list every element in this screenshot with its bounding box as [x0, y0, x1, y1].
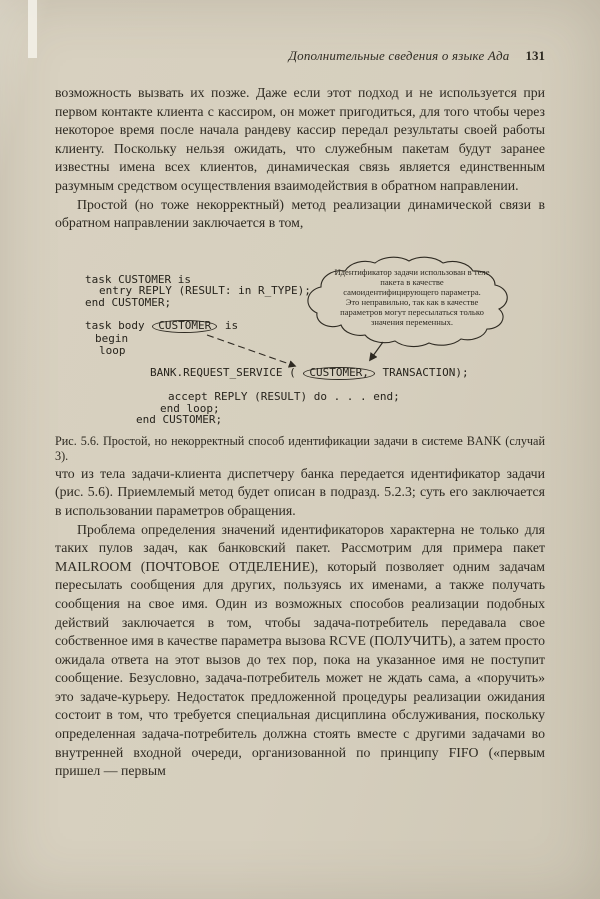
- task-parameter-oval: [303, 367, 375, 380]
- code-line: task CUSTOMER is: [85, 272, 191, 286]
- code-line: end loop;: [160, 401, 220, 415]
- page-number: 131: [525, 48, 545, 63]
- cloud-annotation-sentence-1: Идентификатор задачи использован в теле пакета в качестве самоидентифицирующего параметра.: [334, 266, 490, 297]
- paragraph-3: что из тела задачи-клиента диспетчеру банка передается идентификатор задачи (рис. 5.6). Приемлемый метод будет описан в подразд. 5.2.3; суть его заключается в использовании параметров обращения.: [55, 465, 545, 518]
- code-text: BANK.REQUEST_SERVICE (: [150, 366, 303, 380]
- code-line: end CUSTOMER;: [85, 295, 172, 309]
- code-text: CUSTOMER,: [309, 366, 369, 380]
- code-line: entry REPLY (RESULT: in R_TYPE);: [99, 284, 311, 298]
- figure-caption: Рис. 5.6. Простой, но некорректный способ идентификации задачи в системе BANK (случай 3).: [55, 433, 545, 464]
- code-line: accept REPLY (RESULT) do . . . end;: [168, 390, 400, 404]
- page-header: [55, 48, 545, 64]
- code-line: loop: [99, 343, 126, 357]
- cloud-annotation-sentence-2: Это неправильно, так как в качестве параметров могут пересылаться только значения переменных.: [340, 296, 484, 327]
- paragraph-1: возможность вызвать их позже. Даже если этот подход и не используется при первом контакте клиента с кассиром, он может пригодиться, для того чтобы через некоторое время после начала рандеву кассир передал результаты своей работы клиенту. Поскольку нельзя ожидать, что служебным пакетам будут заранее известны имена всех клиентов, динамическая связь является единственным разумным средством осуществления взаимодействия в обратном направлении.: [55, 85, 545, 193]
- code-line: begin: [95, 332, 129, 346]
- code-line: [85, 320, 469, 333]
- code-text: CUSTOMER: [158, 319, 212, 333]
- code-text: TRANSACTION);: [375, 366, 469, 380]
- code-line: end CUSTOMER;: [136, 413, 223, 427]
- paragraph-4: Проблема определения значений идентификаторов характерна не только для таких пулов задач, как банковский пакет. Рассмотрим для примера пакет MAILROOM (ПОЧТОВОЕ ОТДЕЛЕНИЕ), который позволяет одним задачам пересылать сообщения для других, пользуясь их именами, а также получать сообщения на свое имя. Один из возможных способов реализации подобных действий заключается в том, чтобы задача-потребитель передавала свое собственное имя в качестве параметра вызова RCVE (ПОЛУЧИТЬ), а затем просто ожидала ответа на этот вызов до тех пор, пока на указанное имя не поступит сообщение. Безусловно, задача-потребитель может не ждать сама, а «поручить» это задаче-курьеру. Недостаток предложенной процедуры реализации ожидания состоит в том, что требуется специальная дисциплина обслуживания, поскольку определенная задача-потребитель должна стоять вместе с другими задачами во внутренней входной очереди, организованной по принципу FIFO («первым пришел — первым: [55, 521, 545, 779]
- code-line: [150, 367, 469, 380]
- figure-5-6: [55, 241, 545, 426]
- running-head: Дополнительные сведения о языке Ада: [288, 48, 510, 63]
- paragraph-2: Простой (но тоже некорректный) метод реализации динамической связи в обратном направлении заключается в том,: [55, 196, 545, 231]
- code-text: is: [218, 319, 239, 333]
- code-listing: [85, 274, 469, 426]
- code-text: task body: [85, 319, 152, 333]
- task-name-oval: [152, 320, 217, 333]
- scan-edge-artifact: [28, 0, 37, 58]
